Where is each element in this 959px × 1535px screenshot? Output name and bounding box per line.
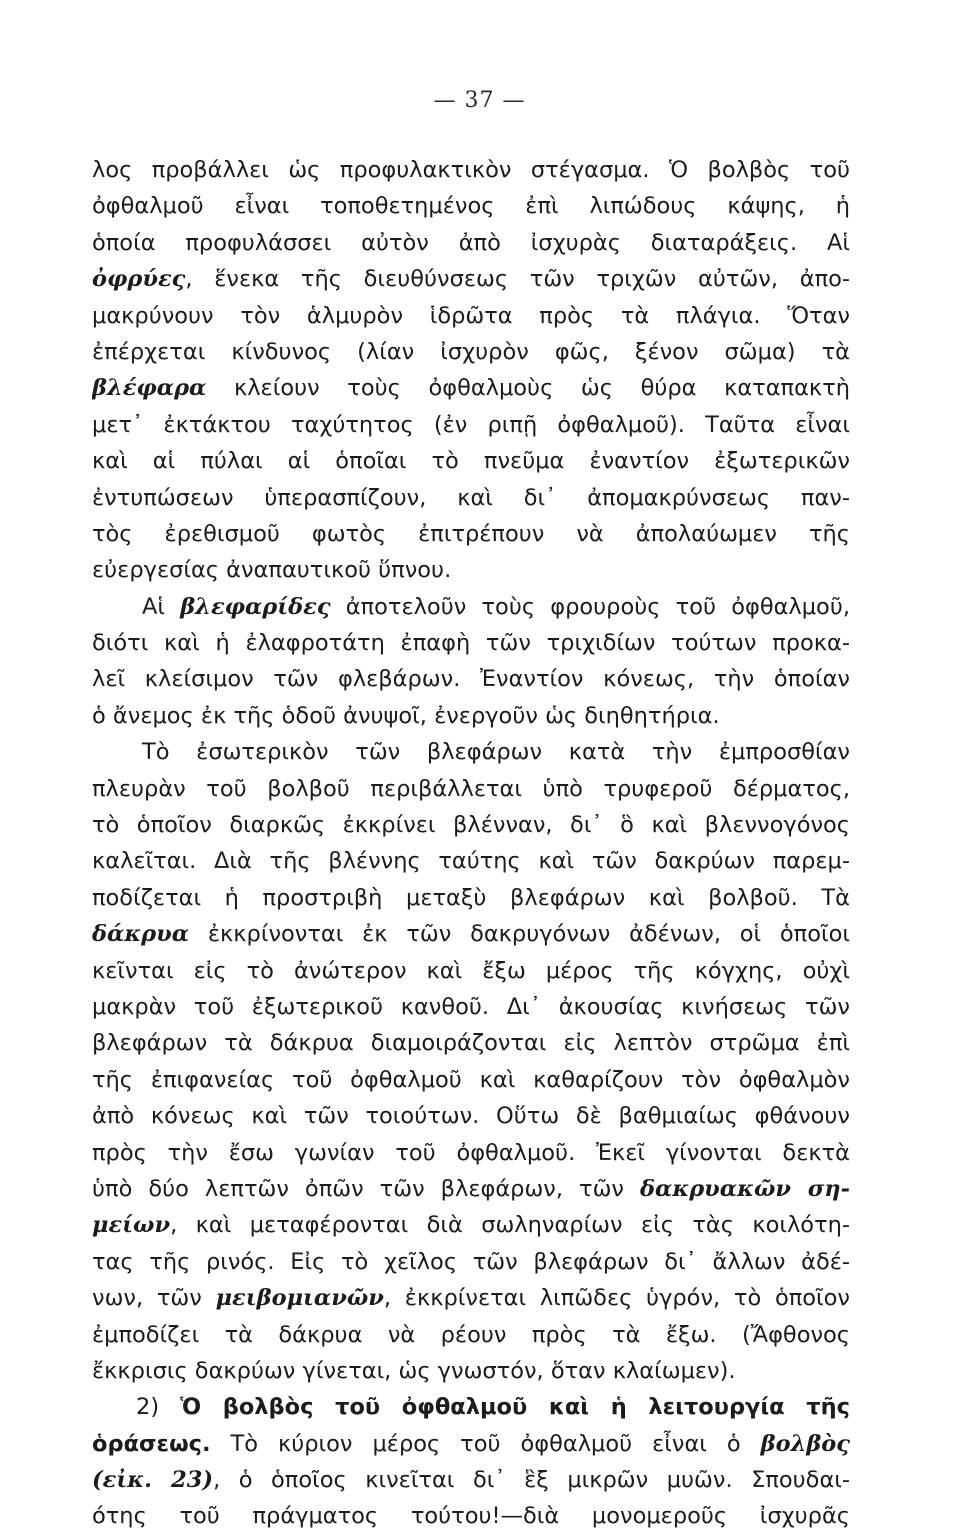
text-line: διότι καὶ ἡ ἐλαφροτάτη ἐπαφὴ τῶν τριχιδίων τούτων προκα- [92, 630, 850, 657]
term-blefarides: βλεφαρίδες [180, 593, 331, 620]
text-line: δάκρυα ἐκκρίνονται ἐκ τῶν δακρυγόνων ἀδένων, οἱ ὁποῖοι [92, 921, 850, 948]
text-line: μείων, καὶ μεταφέρονται διὰ σωληναρίων εἰς τὰς κοιλότη- [92, 1212, 850, 1239]
text-line: τας τῆς ρινός. Εἰς τὸ χεῖλος τῶν βλεφάρων δι᾽ ἄλλων ἀδέ- [92, 1248, 850, 1275]
section-heading: Ὁ βολβὸς τοῦ ὀφθαλμοῦ καὶ ἡ λειτουργία τῆς [180, 1394, 850, 1421]
term-dakrya: δάκρυα [92, 921, 190, 948]
term-meibomianon: μειβομιανῶν [215, 1285, 384, 1312]
term-semeion-cont: μείων [92, 1212, 171, 1239]
text-line: κεῖνται εἰς τὸ ἀνώτερον καὶ ἔξω μέρος τῆς κόγχης, οὐχὶ [92, 957, 850, 984]
text-line: τὸ ὁποῖον διαρκῶς ἐκκρίνει βλένναν, δι᾽ ὃ καὶ βλεννογόνος [92, 812, 850, 839]
text-line: ἀπὸ κόνεως καὶ τῶν τοιούτων. Οὕτω δὲ βαθμιαίως φθάνουν [92, 1103, 850, 1130]
term-blefara: βλέφαρα [92, 375, 207, 402]
text-line: μακρὰν τοῦ ἐξωτερικοῦ κανθοῦ. Δι᾽ ἀκουσίας κινήσεως τῶν [92, 993, 850, 1020]
text-line: ότης τοῦ πράγματος τούτου!—διὰ μονομεροῦς ἰσχυρᾶς [92, 1503, 850, 1530]
section-heading-cont: ὁράσεως. [92, 1430, 211, 1457]
text-line: Αἱ βλεφαρίδες ἀποτελοῦν τοὺς φρουροὺς τοῦ ὀφθαλμοῦ, [142, 593, 850, 620]
text-line: καὶ αἱ πύλαι αἱ ὁποῖαι τὸ πνεῦμα ἐναντίον ἐξωτερικῶν [92, 448, 850, 475]
text-line: τὸς ἐρεθισμοῦ φωτὸς ἐπιτρέπουν νὰ ἀπολαύωμεν τῆς [92, 520, 850, 547]
text-line: ἔκκρισις δακρύων γίνεται, ὡς γνωστόν, ὅταν κλαίωμεν). [92, 1357, 736, 1384]
text-line: ὑπὸ δύο λεπτῶν ὀπῶν τῶν βλεφάρων, τῶν δακρυακῶν ση- [92, 1175, 850, 1202]
text-line: (εἰκ. 23), ὁ ὁποῖος κινεῖται δι᾽ ἓξ μικρῶν μυῶν. Σπουδαι- [92, 1467, 850, 1494]
text-line: ἐντυπώσεων ὑπερασπίζουν, καὶ δι᾽ ἀπομακρύνσεως παν- [92, 484, 850, 511]
figure-reference: (εἰκ. 23) [92, 1467, 214, 1494]
text-line: πρὸς τὴν ἔσω γωνίαν τοῦ ὀφθαλμοῦ. Ἐκεῖ γίνονται δεκτὰ [92, 1139, 850, 1166]
page-number: — 37 — [433, 88, 526, 113]
text-line: ὀφθαλμοῦ εἶναι τοποθετημένος ἐπὶ λιπώδους κάψης, ἡ [92, 193, 850, 220]
term-dakryakon-semeion: δακρυακῶν ση- [640, 1175, 850, 1202]
term-ofryes: ὀφρύες [92, 266, 186, 293]
text-line: τῆς ἐπιφανείας τοῦ ὀφθαλμοῦ καὶ καθαρίζουν τὸν ὀφθαλμὸν [92, 1066, 850, 1093]
text-line: ὁράσεως. Τὸ κύριον μέρος τοῦ ὀφθαλμοῦ εἶναι ὁ βολβὸς [92, 1430, 850, 1457]
body-text [92, 152, 850, 1535]
text-line: ἐμποδίζει τὰ δάκρυα νὰ ρέουν πρὸς τὰ ἔξω. (Ἄφθονος [92, 1321, 850, 1348]
text-line: εὐεργεσίας ἀναπαυτικοῦ ὕπνου. [92, 557, 452, 584]
text-line: ὁ ἄνεμος ἐκ τῆς ὁδοῦ ἀνυψοῖ, ἐνεργοῦν ὡς διηθητήρια. [92, 702, 720, 729]
text-line: λος προβάλλει ὡς προφυλακτικὸν στέγασμα. Ὁ βολβὸς τοῦ [92, 157, 850, 183]
text-line: λεῖ κλείσιμον τῶν φλεβάρων. Ἐναντίον κόνεως, τὴν ὁποίαν [92, 666, 850, 693]
text-line: βλέφαρα κλείουν τοὺς ὀφθαλμοὺς ὡς θύρα καταπακτὴ [92, 375, 850, 402]
text-line: μετ᾽ ἐκτάκτου ταχύτητος (ἐν ριπῇ ὀφθαλμοῦ). Ταῦτα εἶναι [92, 411, 850, 438]
text-line: νων, τῶν μειβομιανῶν, ἐκκρίνεται λιπῶδες ὑγρόν, τὸ ὁποῖον [92, 1285, 850, 1312]
text-line: ὁποία προφυλάσσει αὐτὸν ἀπὸ ἰσχυρὰς διαταράξεις. Αἱ [92, 229, 850, 256]
text-line: ἐπέρχεται κίνδυνος (λίαν ἰσχυρὸν φῶς, ξένον σῶμα) τὰ [92, 338, 850, 365]
text-line: μακρύνουν τὸν ἁλμυρὸν ἱδρῶτα πρὸς τὰ πλάγια. Ὅταν [92, 302, 850, 329]
section-heading-line: 2) Ὁ βολβὸς τοῦ ὀφθαλμοῦ καὶ ἡ λειτουργία τῆς [136, 1394, 850, 1421]
text-line: βλεφάρων τὰ δάκρυα διαμοιράζονται εἰς λεπτὸν στρῶμα ἐπὶ [92, 1030, 850, 1057]
text-line: Τὸ ἐσωτερικὸν τῶν βλεφάρων κατὰ τὴν ἐμπροσθίαν [142, 739, 850, 766]
text-line: καλεῖται. Διὰ τῆς βλέννης ταύτης καὶ τῶν δακρύων παρεμ- [92, 848, 850, 875]
text-line: ὀφρύες, ἕνεκα τῆς διευθύνσεως τῶν τριχῶν αὐτῶν, ἀπο- [92, 266, 850, 293]
text-line: ποδίζεται ἡ προστριβὴ μεταξὺ βλεφάρων καὶ βολβοῦ. Τὰ [92, 884, 850, 911]
text-line: πλευρὰν τοῦ βολβοῦ περιβάλλεται ὑπὸ τρυφεροῦ δέρματος, [92, 775, 850, 802]
term-bolbos: βολβὸς [760, 1430, 850, 1457]
